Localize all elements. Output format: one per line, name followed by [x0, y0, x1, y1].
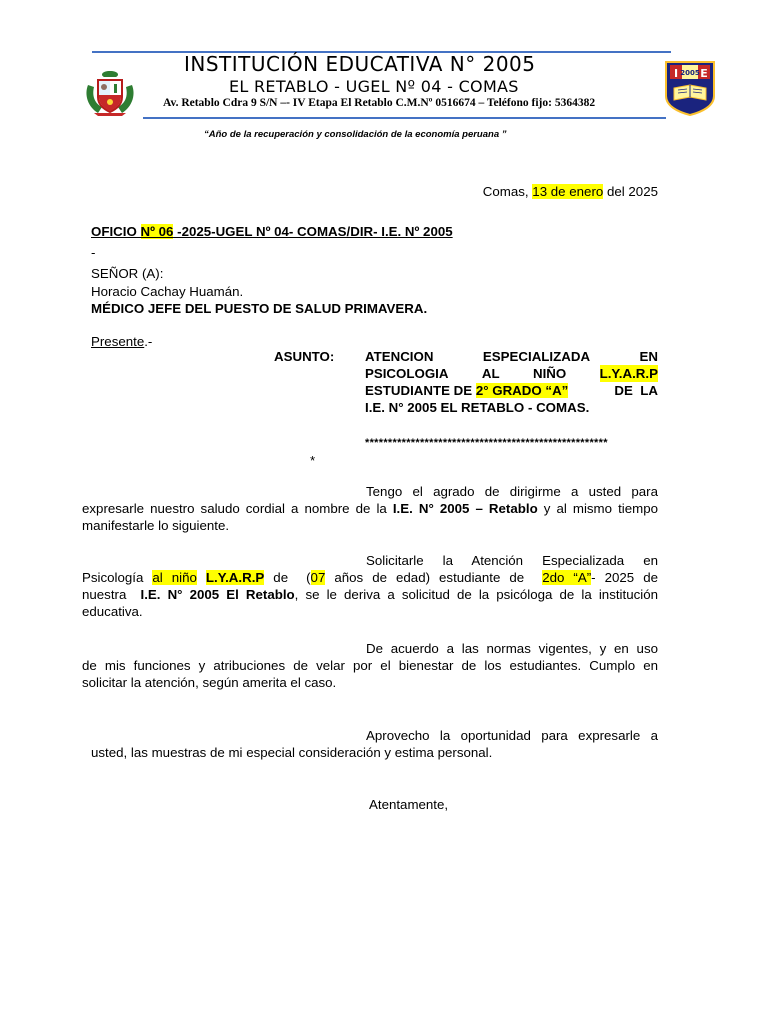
- paragraph-3: [82, 640, 658, 691]
- paragraph-text: Psicología: [82, 570, 153, 585]
- date-suffix: del 2025: [603, 184, 658, 199]
- paragraph-4: [91, 727, 658, 761]
- logo-letter-e: E: [700, 67, 708, 80]
- paragraph-line: De acuerdo a las normas vigentes, y en uso: [366, 641, 658, 656]
- institution-name-bold: I.E. N° 2005 – Retablo: [392, 501, 538, 516]
- presente: [91, 333, 152, 350]
- date-line: [483, 183, 658, 200]
- oficio-number: Nº 06: [140, 224, 174, 239]
- closing: Atentamente,: [369, 797, 449, 812]
- highlight-al-nino: al niño: [152, 570, 197, 585]
- asunto-word: AL: [481, 366, 500, 381]
- paragraph-line: [82, 586, 658, 603]
- header-bottom-rule: [143, 117, 666, 119]
- asunto-separator: *****************************************************: [365, 437, 608, 449]
- asunto-line-4: I.E. N° 2005 EL RETABLO - COMAS.: [365, 400, 590, 415]
- paragraph-2: [82, 552, 658, 620]
- paragraph-line: Solicitarle la Atención Especializada en: [366, 553, 658, 568]
- highlight-age: 07: [310, 570, 326, 585]
- recipient-position: MÉDICO JEFE DEL PUESTO DE SALUD PRIMAVERA.: [91, 301, 428, 316]
- paragraph-text: años de edad) estudiante de: [325, 570, 543, 585]
- institution-name-bold: I.E. N° 2005 El Retablo: [140, 587, 295, 602]
- paragraph-line: de mis funciones y atribuciones de velar por el bienestar de los estudiantes. Cumplo en: [82, 658, 658, 673]
- paragraph-text: expresarle nuestro saludo cordial a nombre de la: [82, 501, 393, 516]
- separator-star: *: [310, 453, 316, 468]
- paragraph-text: [197, 570, 206, 585]
- oficio-reference: [91, 223, 453, 240]
- date-prefix: Comas,: [482, 184, 533, 199]
- asunto-word: NIÑO: [532, 366, 567, 381]
- school-logo-icon: [664, 60, 716, 116]
- asunto-line-1: [365, 348, 658, 365]
- paragraph-1: [82, 483, 658, 534]
- paragraph-text: , se le deriva a solicitud de la psicóloga de la institución: [294, 587, 658, 602]
- paragraph-text: de (: [264, 570, 311, 585]
- logo-letter-i: I: [673, 67, 679, 80]
- asunto-word: EN: [639, 349, 658, 364]
- paragraph-text: - 2025 de: [591, 570, 658, 585]
- paragraph-line: usted, las muestras de mi especial consideración y estima personal.: [91, 745, 493, 760]
- paragraph-text: y al mismo tiempo: [537, 501, 658, 516]
- peru-coat-of-arms-icon: [82, 67, 138, 117]
- institution-title: INSTITUCIÓN EDUCATIVA N° 2005: [184, 52, 536, 76]
- paragraph-line: Tengo el agrado de dirigirme a usted para: [366, 484, 658, 499]
- paragraph-text: nuestra: [82, 587, 141, 602]
- asunto-word: PSICOLOGIA: [365, 366, 449, 381]
- asunto-label: ASUNTO:: [274, 349, 335, 364]
- recipient-name: Horacio Cachay Huamán.: [91, 284, 244, 299]
- institution-subtitle: EL RETABLO - UGEL Nº 04 - COMAS: [229, 77, 519, 96]
- paragraph-line: educativa.: [82, 604, 143, 619]
- presente-word: Presente: [91, 334, 145, 349]
- oficio-dash: -: [91, 245, 96, 260]
- paragraph-line: [82, 500, 658, 517]
- highlight-student-code: L.Y.A.R.P: [205, 570, 265, 585]
- oficio-suffix: -2025-UGEL Nº 04- COMAS/DIR- I.E. Nº 2005: [173, 224, 453, 239]
- asunto-text-post: DE LA: [607, 383, 658, 398]
- asunto-text: [365, 348, 658, 416]
- asunto-line-2: [365, 365, 658, 382]
- asunto-word: ATENCION: [365, 349, 434, 364]
- paragraph-line: manifestarle lo siguiente.: [82, 518, 230, 533]
- logo-number: 2005: [680, 69, 700, 77]
- paragraph-line: [82, 569, 658, 586]
- asunto-student-code: L.Y.A.R.P: [599, 366, 658, 381]
- date-highlight: 13 de enero: [532, 184, 604, 199]
- asunto-word: ESPECIALIZADA: [482, 349, 591, 364]
- asunto-text-pre: ESTUDIANTE DE: [365, 383, 476, 398]
- asunto-grade: 2° GRADO “A”: [475, 383, 569, 398]
- paragraph-line: Aprovecho la oportunidad para expresarle a: [366, 728, 658, 743]
- year-motto: “Año de la recuperación y consolidación de la economía peruana ”: [204, 129, 507, 140]
- institution-address: Av. Retablo Cdra 9 S/N –- IV Etapa El Retablo C.M.Nº 0516674 – Teléfono fijo: 5364382: [163, 97, 596, 109]
- presente-rest: .-: [144, 334, 153, 349]
- oficio-prefix: OFICIO: [91, 224, 141, 239]
- highlight-grade: 2do “A”: [542, 570, 592, 585]
- paragraph-line: solicitar la atención, según amerita el caso.: [82, 675, 337, 690]
- asunto-line-3: [365, 382, 658, 399]
- recipient-salutation: SEÑOR (A):: [91, 266, 164, 281]
